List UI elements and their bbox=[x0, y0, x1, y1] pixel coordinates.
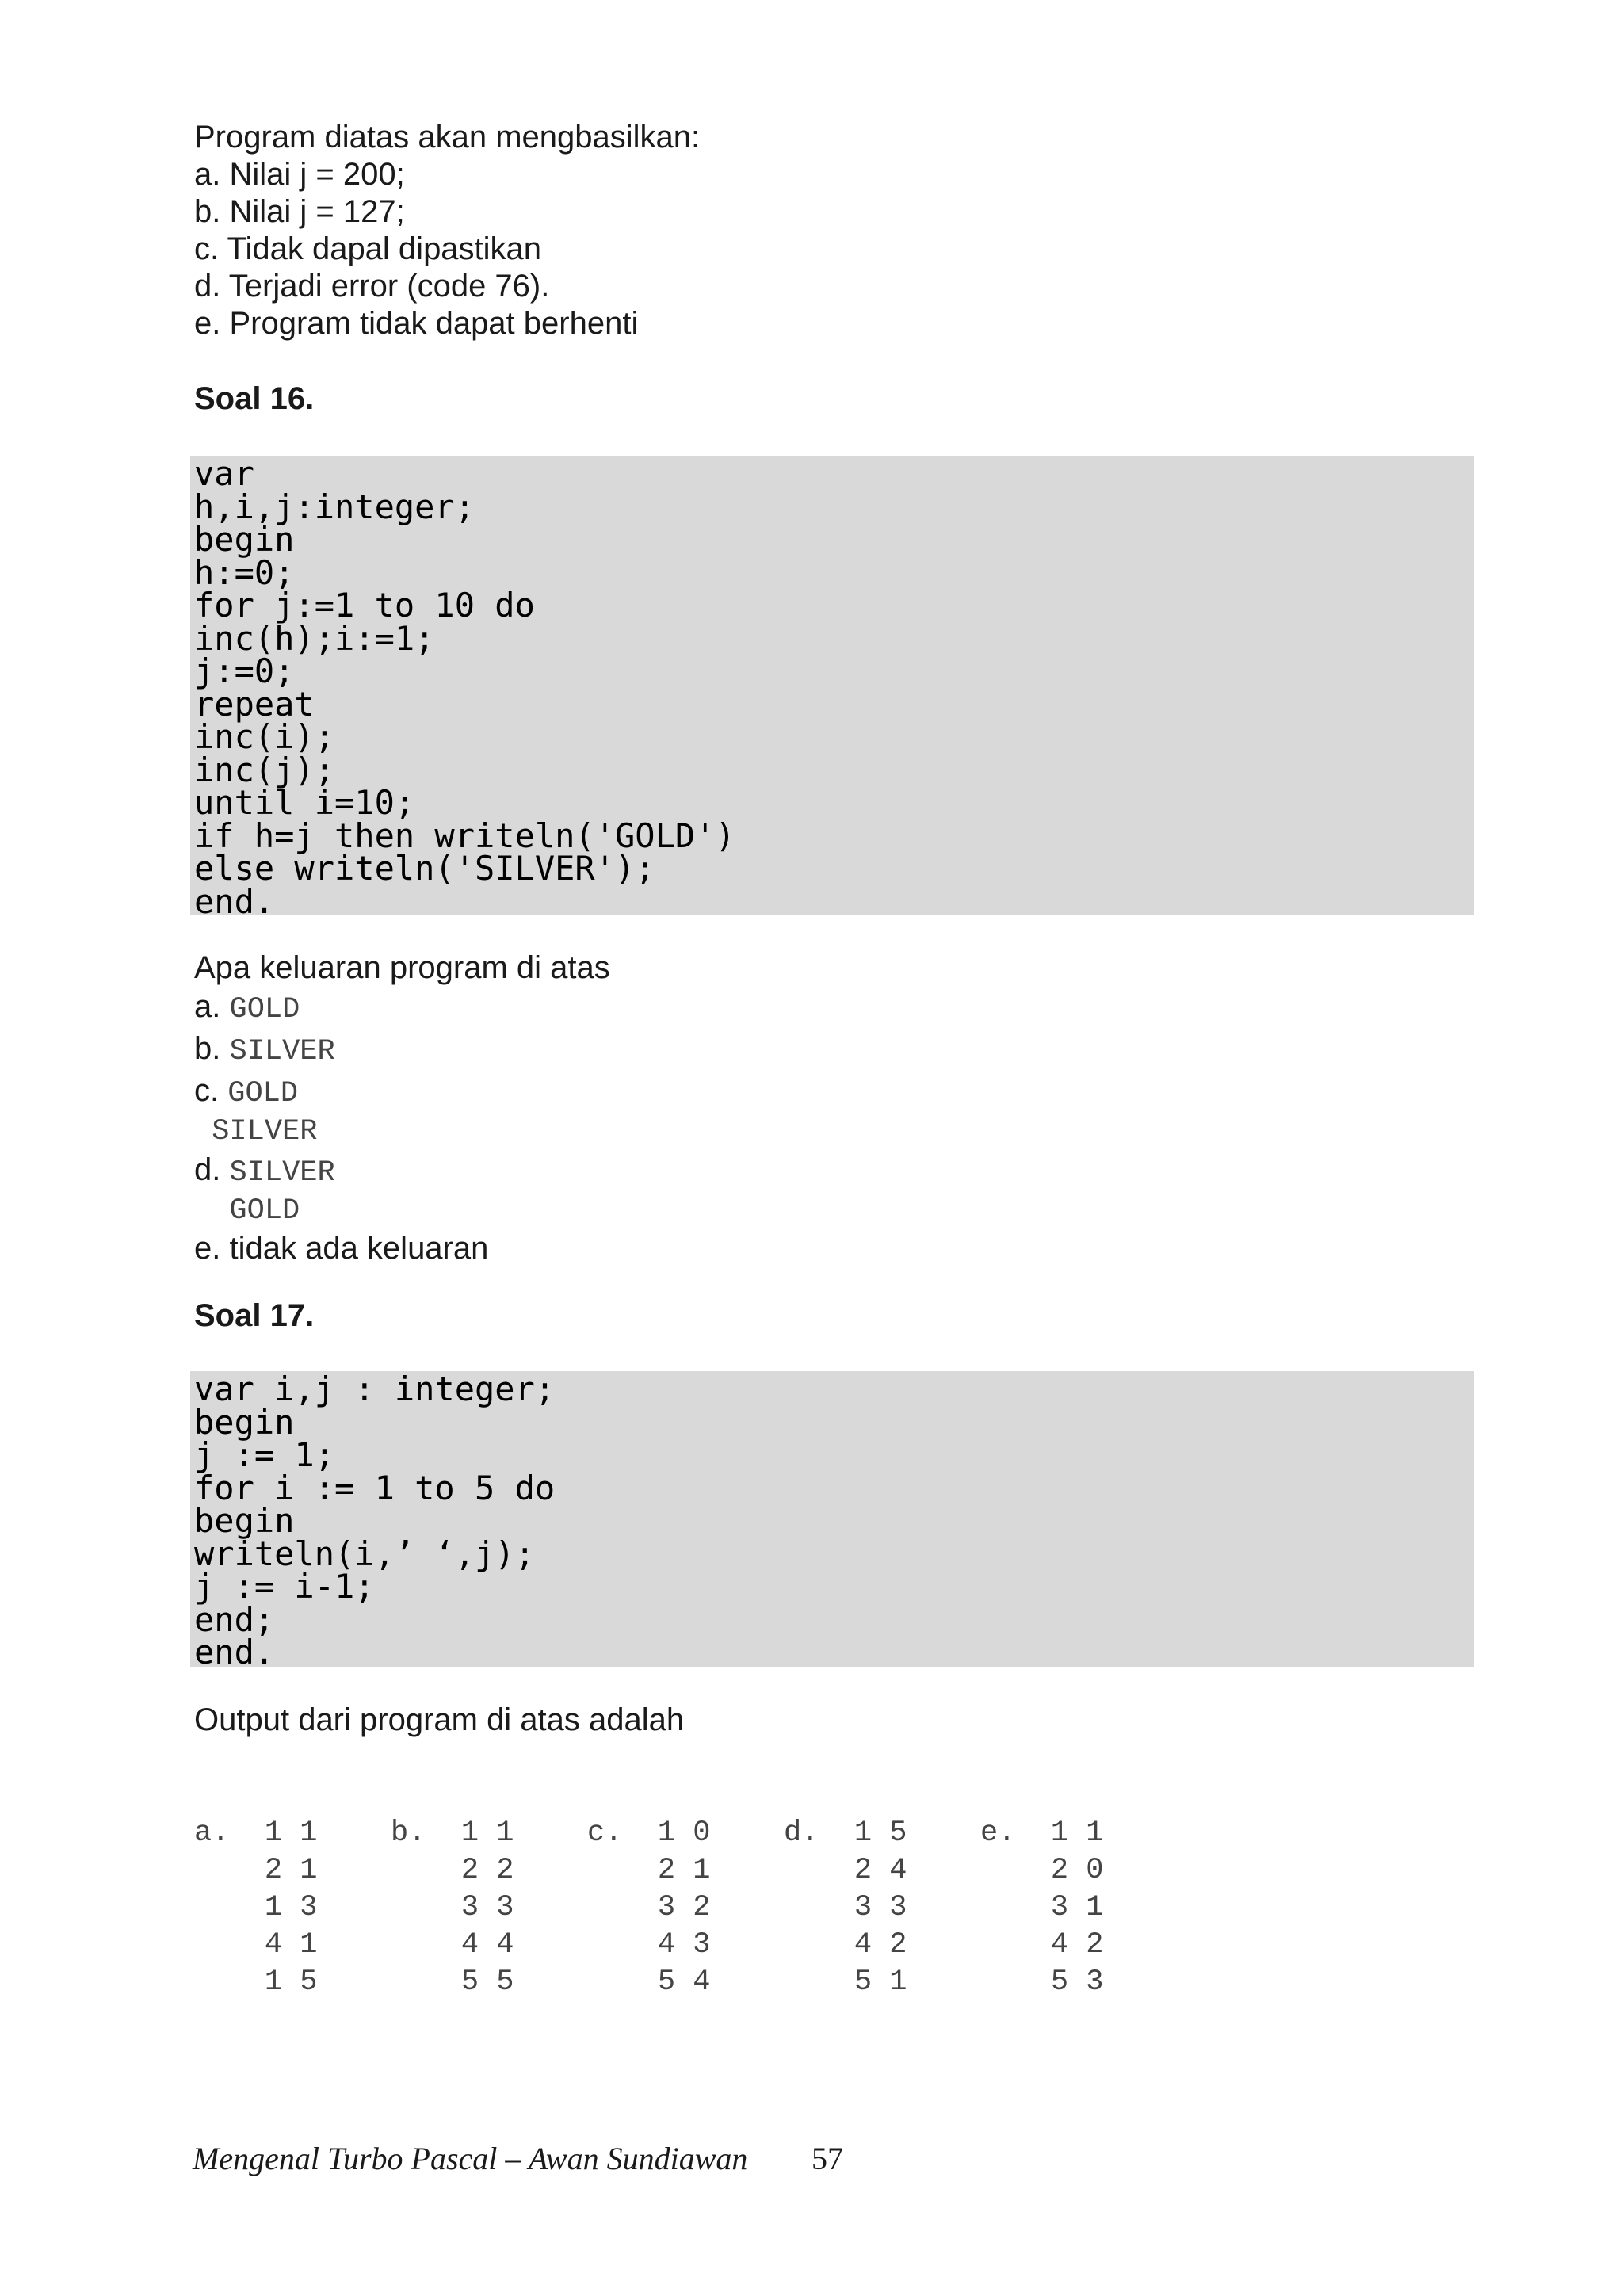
code-line: inc(i); bbox=[194, 717, 335, 756]
option-c: c. Tidak dapal dipastikan bbox=[194, 231, 542, 266]
code-line: begin bbox=[194, 520, 295, 559]
option-a: a. Nilai j = 200; bbox=[194, 157, 405, 192]
code-line: j:=0; bbox=[194, 651, 295, 690]
code-line: begin bbox=[194, 1501, 295, 1540]
soal-16-code-block bbox=[190, 454, 1474, 921]
code-line: j := 1; bbox=[194, 1435, 335, 1474]
option-e: e. tidak ada keluaran bbox=[194, 1231, 489, 1266]
answer-option-b: b. 1 1 2 2 3 3 4 4 5 5 bbox=[391, 1817, 514, 1999]
option-d: d. Terjadi error (code 76). bbox=[194, 269, 550, 304]
option-e: e. Program tidak dapat berhenti bbox=[194, 306, 639, 341]
previous-question-options bbox=[194, 119, 700, 342]
previous-question-text: Program diatas akan mengbasilkan: bbox=[194, 120, 701, 155]
answer-option-e: e. 1 1 2 0 3 1 4 2 5 3 bbox=[980, 1817, 1104, 1999]
soal-17-code-block bbox=[190, 1370, 1474, 1671]
soal-17-heading: Soal 17. bbox=[194, 1298, 315, 1333]
code-line: j := i-1; bbox=[194, 1567, 375, 1606]
answer-option-c: c. 1 0 2 1 3 2 4 3 5 4 bbox=[587, 1817, 711, 1999]
answer-option-a: a. 1 1 2 1 1 3 4 1 1 5 bbox=[194, 1817, 318, 1999]
code-line: else writeln('SILVER'); bbox=[194, 849, 655, 888]
code-line: begin bbox=[194, 1402, 295, 1442]
code-line: end. bbox=[194, 1633, 275, 1671]
code-line: for j:=1 to 10 do bbox=[194, 586, 535, 625]
code-line: end; bbox=[194, 1599, 275, 1639]
code-line: inc(h);i:=1; bbox=[194, 618, 435, 658]
soal-17-question: Output dari program di atas adalah bbox=[194, 1702, 685, 1737]
code-line: repeat bbox=[194, 684, 315, 724]
code-line: var bbox=[194, 454, 254, 493]
code-line: writeln(i,’ ‘,j); bbox=[194, 1534, 535, 1573]
code-line: end. bbox=[194, 881, 275, 921]
option-d-continuation: GOLD bbox=[194, 1194, 300, 1228]
option-c: c. GOLD bbox=[194, 1073, 299, 1110]
soal-16-heading: Soal 16. bbox=[194, 381, 315, 416]
page-number: 57 bbox=[812, 2141, 843, 2176]
code-line: h,i,j:integer; bbox=[194, 487, 475, 526]
code-line: if h=j then writeln('GOLD') bbox=[194, 816, 735, 855]
footer-book-title: Mengenal Turbo Pascal – Awan Sundiawan bbox=[193, 2141, 748, 2176]
code-line: until i=10; bbox=[194, 783, 415, 822]
code-line: inc(j); bbox=[194, 750, 335, 789]
code-line: var i,j : integer; bbox=[194, 1370, 556, 1408]
option-a: a. GOLD bbox=[194, 989, 300, 1026]
soal-16-answers bbox=[194, 949, 610, 1267]
answer-option-d: d. 1 5 2 4 3 3 4 2 5 1 bbox=[784, 1817, 907, 1999]
option-b: b. Nilai j = 127; bbox=[194, 194, 405, 229]
code-line: h:=0; bbox=[194, 552, 295, 592]
soal-16-question: Apa keluaran program di atas bbox=[194, 950, 610, 985]
option-b: b. SILVER bbox=[194, 1031, 335, 1068]
option-d: d. SILVER bbox=[194, 1152, 335, 1190]
code-line: for i := 1 to 5 do bbox=[194, 1468, 556, 1507]
option-c-continuation: SILVER bbox=[194, 1115, 318, 1148]
